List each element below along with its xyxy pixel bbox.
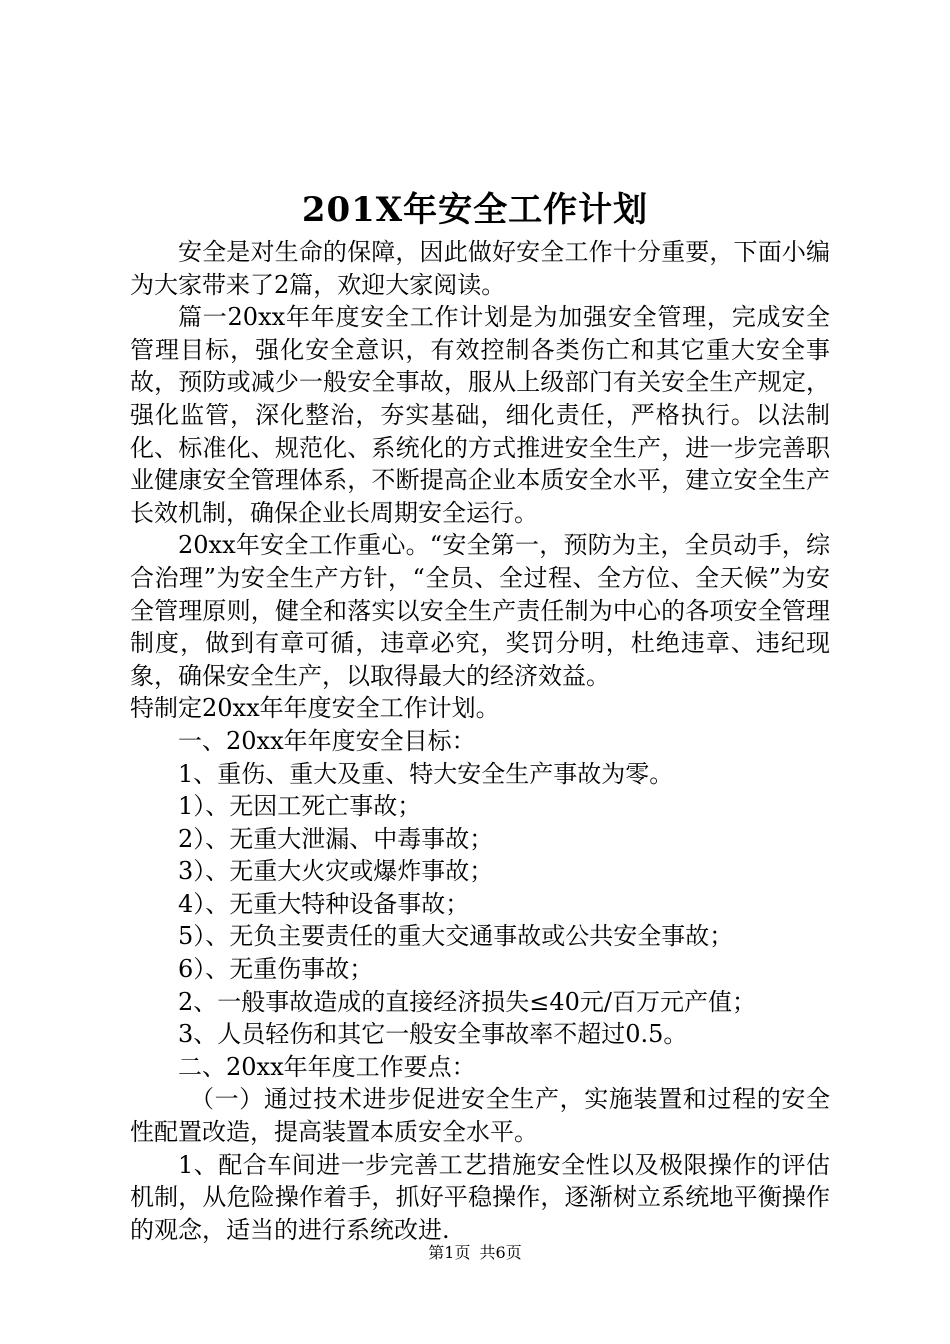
section-heading-work-points: 二、20xx年年度工作要点：	[178, 1052, 476, 1081]
section-heading-goals: 一、20xx年年度安全目标：	[178, 726, 476, 755]
goal-item-1: 1、重伤、重大及重、特大安全生产事故为零。	[178, 759, 674, 788]
goal-subitem-4: 4）、无重大特种设备事故；	[178, 889, 470, 918]
goal-item-3: 3、人员轻伤和其它一般安全事故率不超过0.5。	[178, 1020, 688, 1049]
page-footer: 第1页 共6页	[428, 1243, 522, 1262]
paragraph-plan-statement: 特制定20xx年年度安全工作计划。	[130, 694, 500, 723]
goal-subitem-1: 1）、无因工死亡事故；	[178, 792, 422, 821]
goal-item-2: 2、一般事故造成的直接经济损失≤40元/百万元产值；	[178, 987, 757, 1016]
paragraph-plan-purpose: 篇一20xx年年度安全工作计划是为加强安全管理，完成安全管理目标，强化安全意识，有效控制各类伤亡和其它重大安全事故，预防或减少一般安全事故，服从上级部门有关安全生产规定，强化监管，深化整治，夯实基础，细化责任，严格执行。以法制化、标准化、规范化、系统化的方式推进安全生产，进一步完善职业健康安全管理体系，不断提高企业本质安全水平，建立安全生产长效机制，确保企业长周期安全运行。	[130, 303, 830, 527]
goal-subitem-5: 5）、无负主要责任的重大交通事故或公共安全事故；	[178, 922, 734, 951]
paragraph-focus: 20xx年安全工作重心。“安全第一，预防为主，全员动手，综合治理”为安全生产方针，“全员、全过程、全方位、全天候”为安全管理原则，健全和落实以安全生产责任制为中心的各项安全管理制度，做到有章可循，违章必究，奖罚分明，杜绝违章、违纪现象，确保安全生产，以取得最大的经济效益。	[130, 531, 830, 690]
goal-subitem-3: 3）、无重大火灾或爆炸事故；	[178, 857, 494, 886]
goal-subitem-6: 6）、无重伤事故；	[178, 955, 374, 984]
paragraph-intro: 安全是对生命的保障，因此做好安全工作十分重要，下面小编为大家带来了2篇，欢迎大家阅读。	[130, 238, 830, 299]
work-point-1: （一）通过技术进步促进安全生产，实施装置和过程的安全性配置改造，提高装置本质安全水平。	[130, 1085, 830, 1147]
document-body	[130, 236, 830, 1246]
document-title: 201X年安全工作计划	[301, 190, 649, 230]
work-point-1-item-1: 1、配合车间进一步完善工艺措施安全性以及极限操作的评估机制，从危险操作着手，抓好平稳操作，逐渐树立系统地平衡操作的观念，适当的进行系统改进.	[130, 1150, 830, 1244]
goal-subitem-2: 2）、无重大泄漏、中毒事故；	[178, 824, 494, 853]
